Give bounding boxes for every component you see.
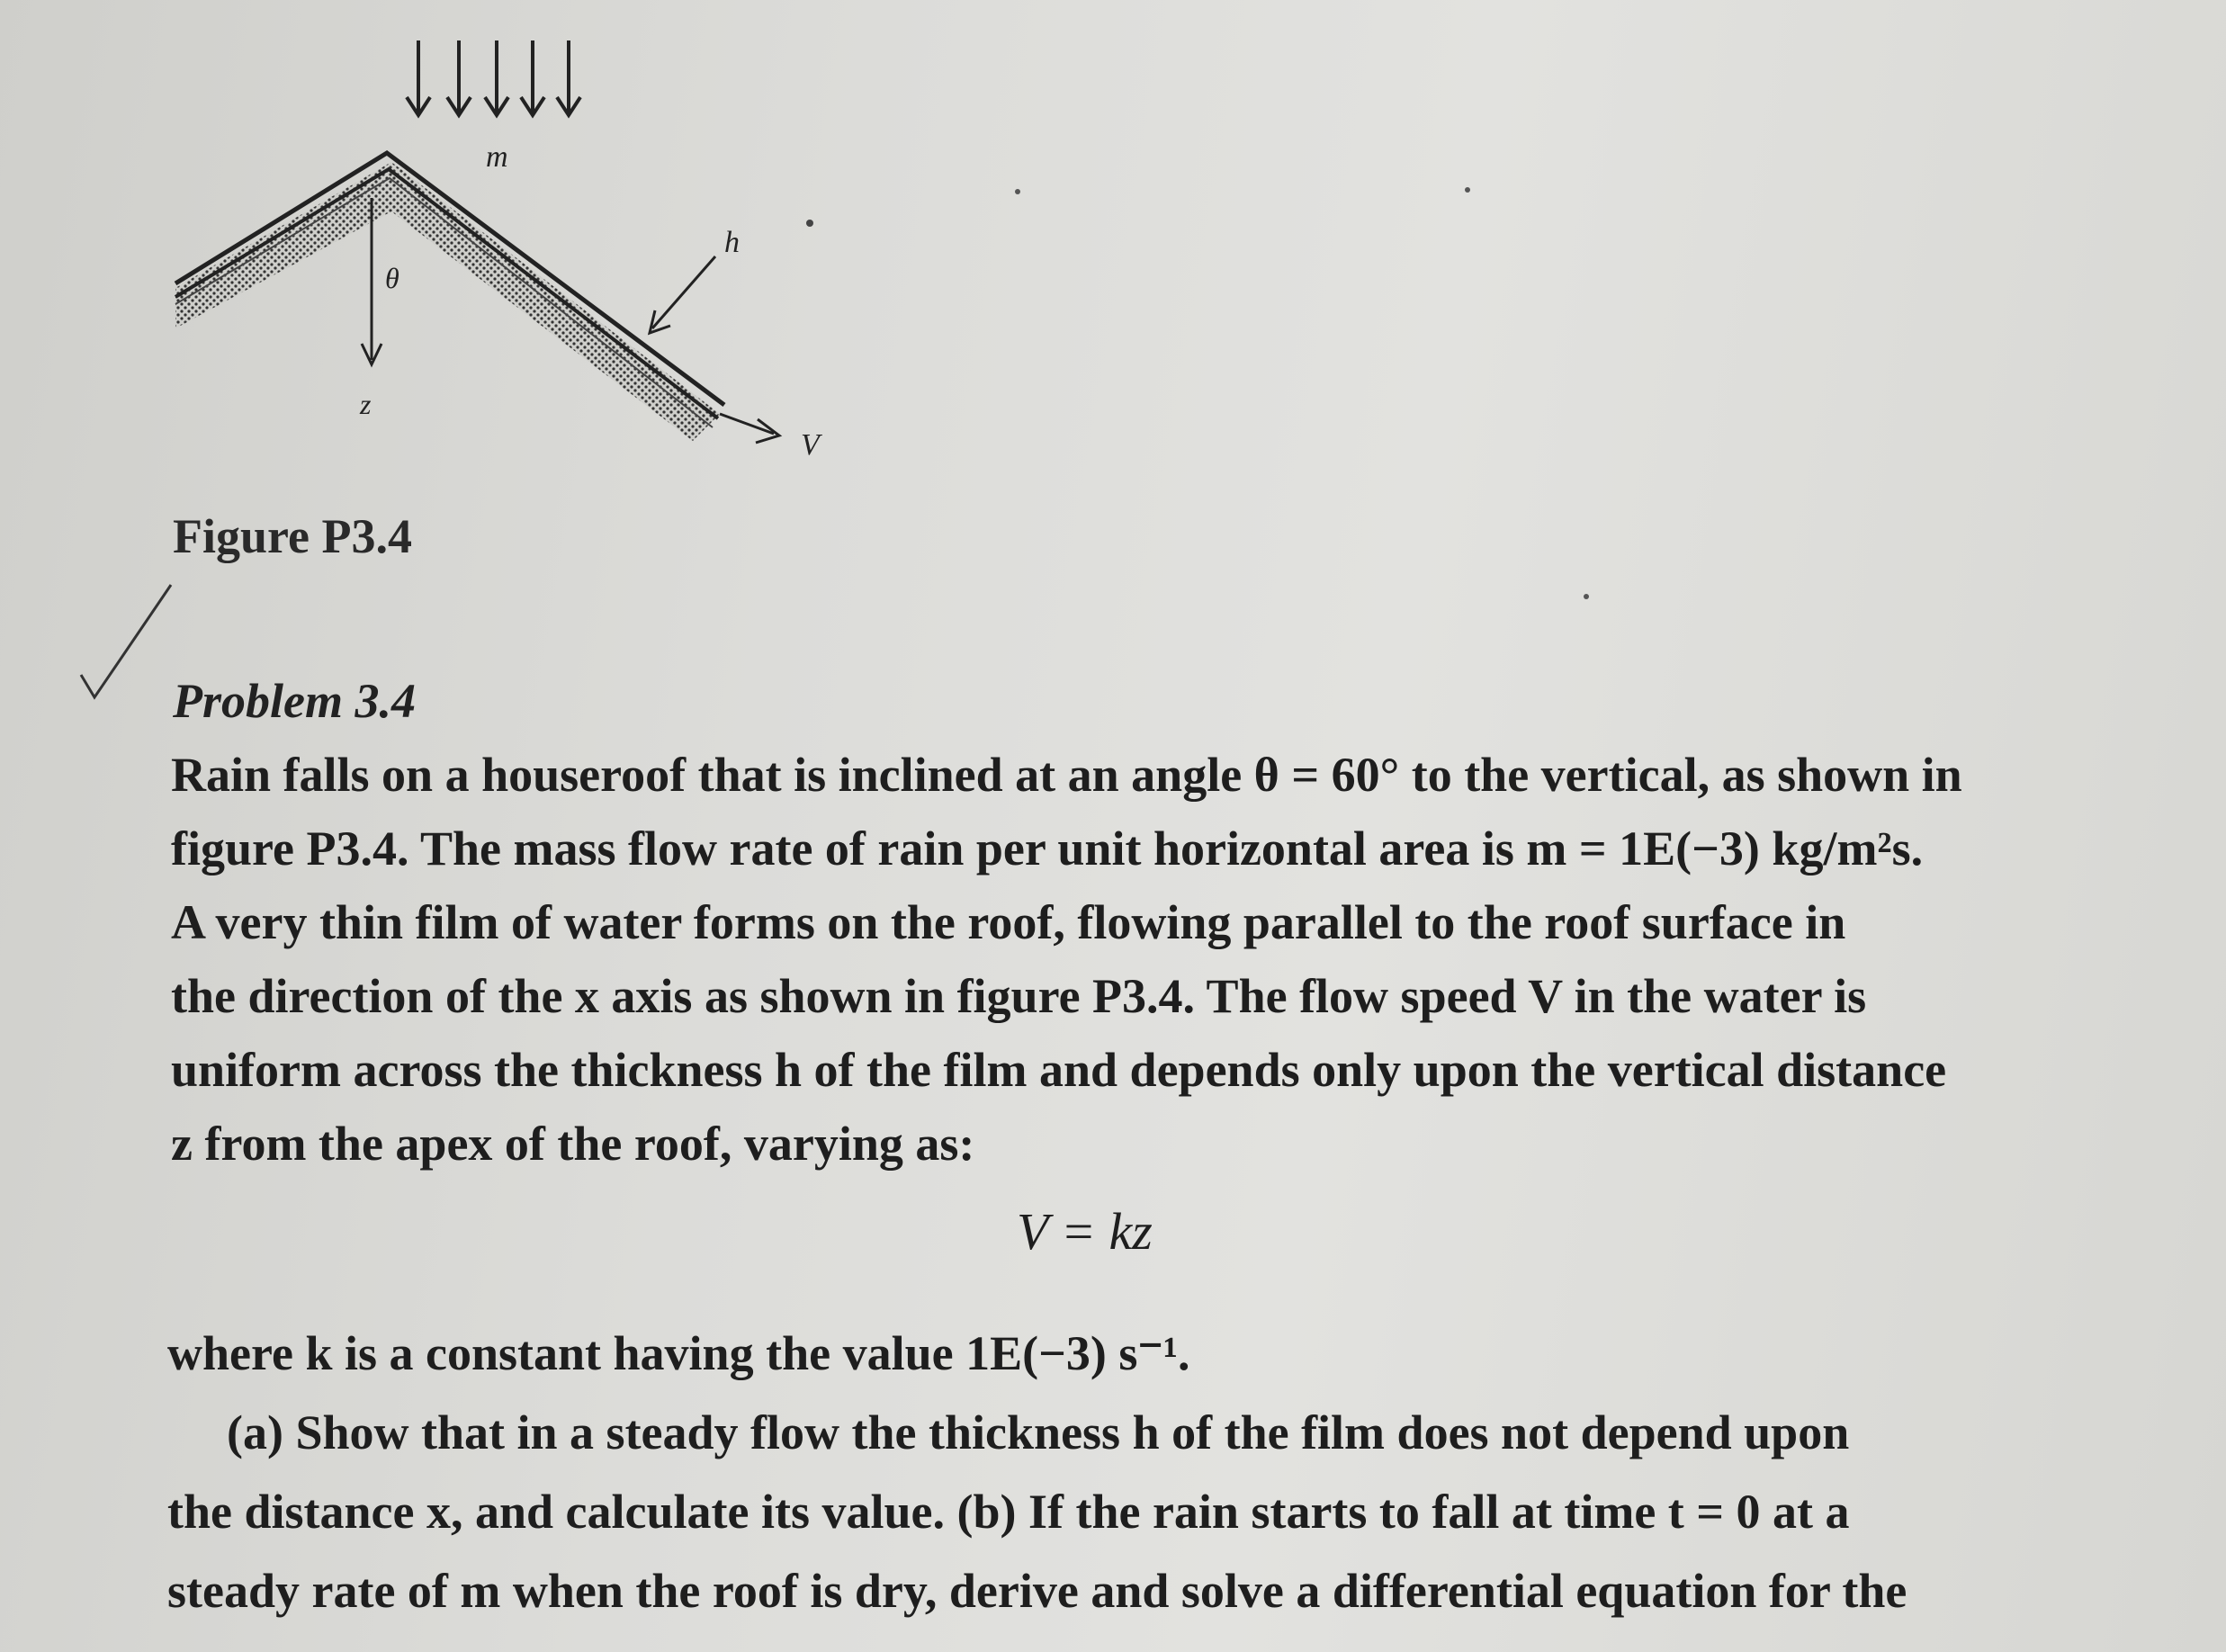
rain-arrows [407, 40, 580, 115]
problem-title: Problem 3.4 [173, 674, 416, 728]
speck [1015, 189, 1020, 194]
problem-line: figure P3.4. The mass flow rate of rain per unit horizontal area is m = 1E(−3) kg/m²s. [171, 822, 1924, 875]
label-z: z [360, 388, 372, 420]
figure-caption: Figure P3.4 [173, 509, 412, 563]
roof-body [175, 162, 720, 441]
problem-line: z from the apex of the roof, varying as: [171, 1117, 975, 1171]
problem-line: the distance x, and calculate its value. (b) If the rain starts to fall at time t = 0 at a [167, 1485, 1850, 1539]
label-h: h [724, 226, 740, 259]
label-V: V [801, 428, 820, 462]
equation: V = kz [1017, 1202, 1153, 1261]
problem-line: Rain falls on a houseroof that is inclined at an angle θ = 60° to the vertical, as shown in [171, 748, 1962, 802]
h-arrow [652, 256, 715, 328]
problem-line: steady rate of m when the roof is dry, derive and solve a differential equation for the [167, 1564, 1907, 1618]
roof-figure [162, 18, 900, 486]
speck [1584, 594, 1589, 599]
problem-line: A very thin film of water forms on the roof, flowing parallel to the roof surface in [171, 895, 1846, 949]
label-theta: θ [385, 262, 399, 294]
problem-line: where k is a constant having the value 1E(−3) s⁻¹. [167, 1326, 1190, 1380]
roof-diagram [162, 18, 900, 486]
problem-line: (a) Show that in a steady flow the thickness h of the film does not depend upon [227, 1405, 1850, 1459]
problem-line: the direction of the x axis as shown in figure P3.4. The flow speed V in the water is [171, 969, 1867, 1023]
problem-text [171, 738, 2015, 1181]
label-m: m [486, 140, 508, 174]
problem-line: uniform across the thickness h of the film and depends only upon the vertical distance [171, 1043, 1947, 1097]
problem-text-continued [167, 1314, 2057, 1630]
speck [1465, 187, 1470, 193]
